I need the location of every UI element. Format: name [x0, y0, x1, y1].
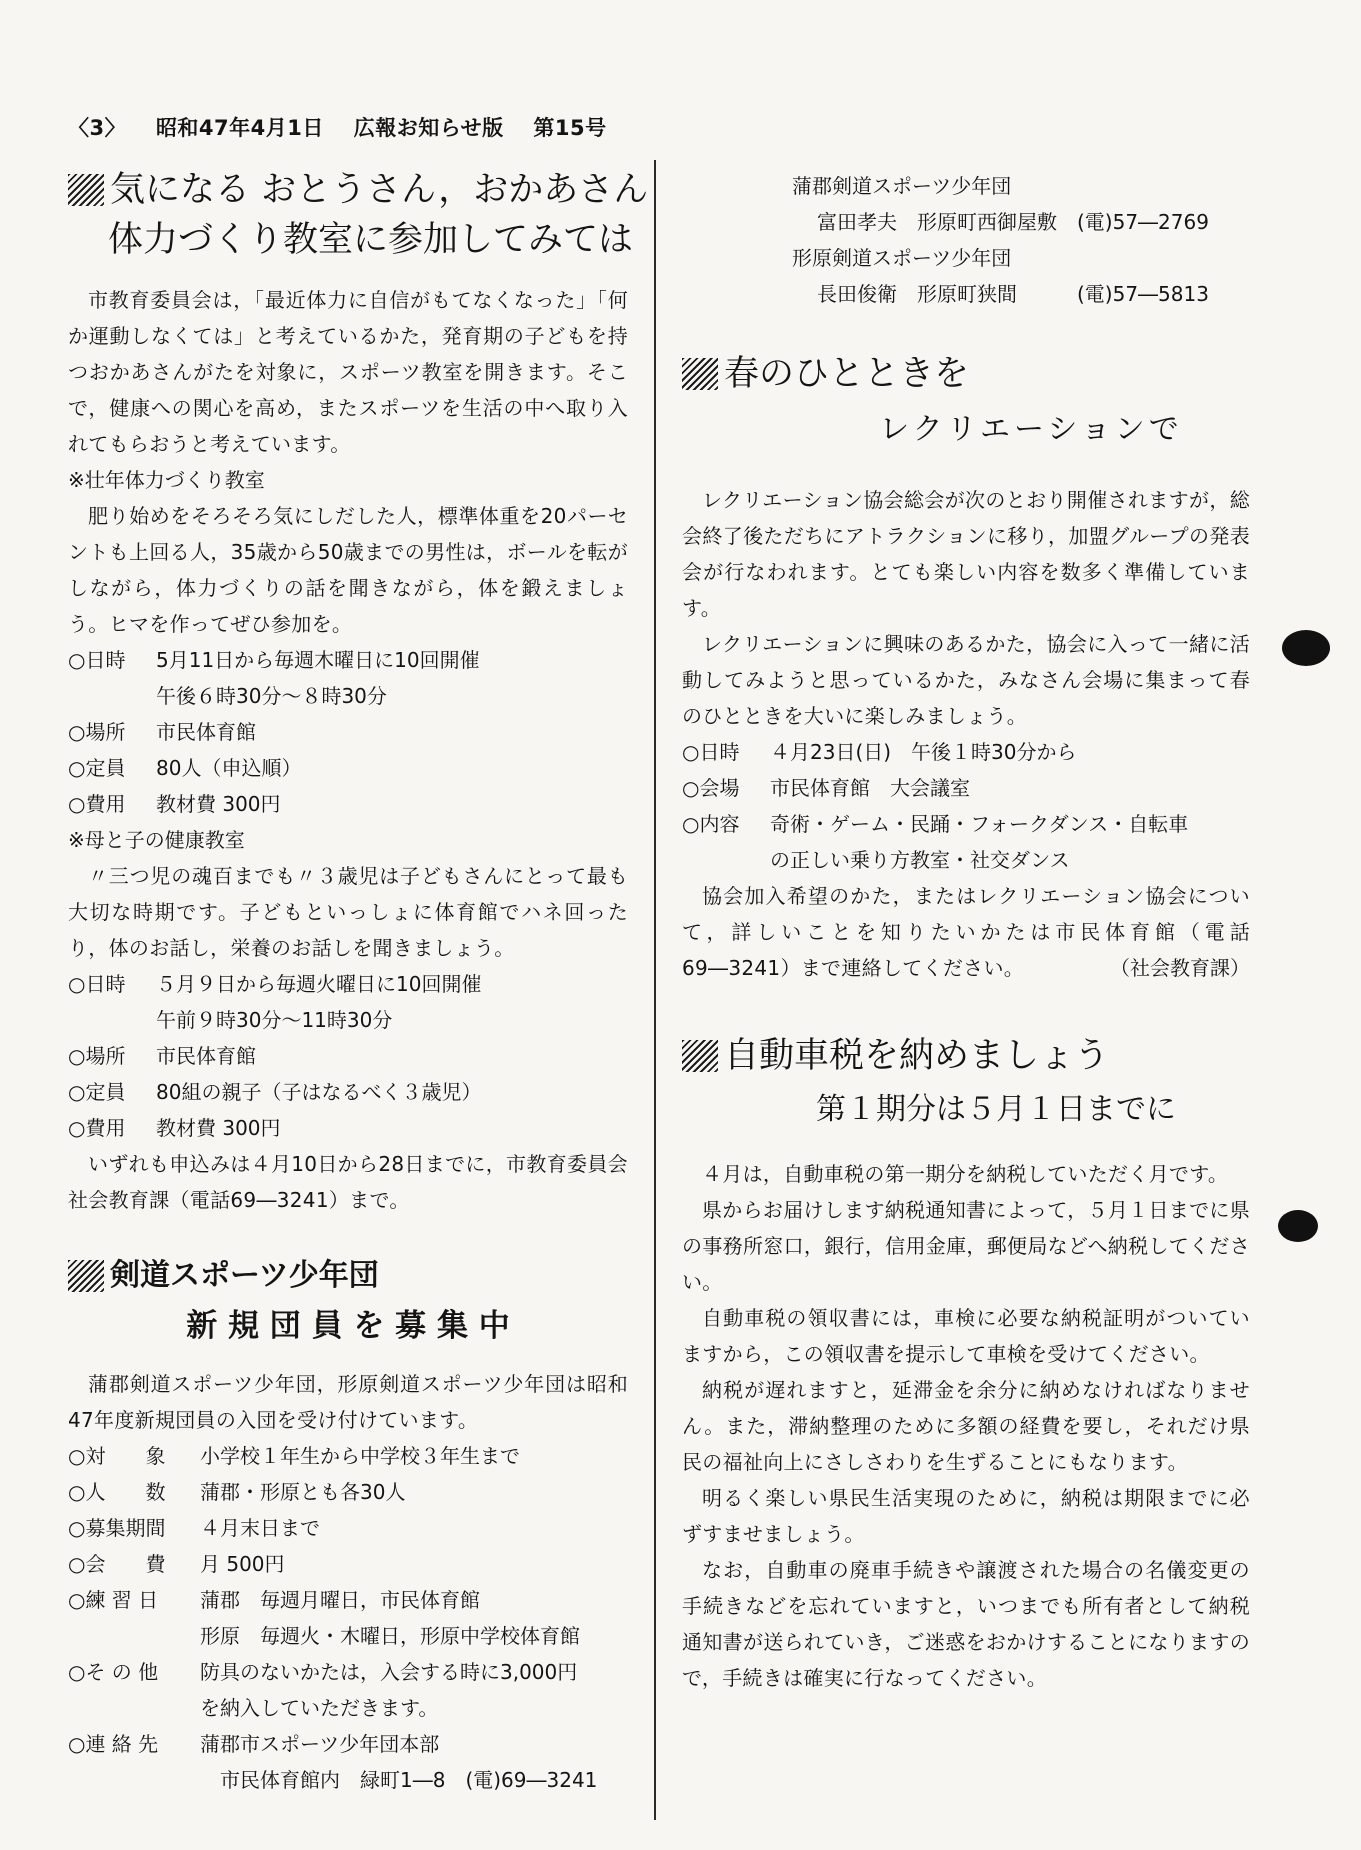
- info-row: ○日時 ４月23日(日) 午後１時30分から: [682, 740, 1077, 764]
- paragraph: ４月は，自動車税の第一期分を納税していただく月です。: [702, 1162, 1229, 1186]
- article-title: [682, 1034, 1250, 1078]
- ink-blot-mark: [1278, 1210, 1318, 1242]
- info-row: 形原 毎週火・木曜日，形原中学校体育館: [200, 1624, 580, 1648]
- publication-name: 広報お知らせ版: [353, 116, 504, 140]
- closing-paragraph: いずれも申込みは４月10日から28日までに，市教育委員会社会教育課（電話69―3241）まで。: [68, 1152, 628, 1212]
- info-row: ○対 象 小学校１年生から中学校３年生まで: [68, 1444, 520, 1468]
- section-paragraph: 〃三つ児の魂百までも〃３歳児は子どもさんにとって最も大切な時期です。子どもといっしょに体育館でハネ回ったり，体のお話し，栄養のお話しを聞きましょう。: [68, 864, 628, 960]
- hatch-marker-icon: [68, 1260, 104, 1292]
- kendo-contacts: [682, 168, 1250, 312]
- article-title: [68, 1254, 628, 1298]
- info-row: ○そ の 他 防具のないかたは，入会する時に3,000円: [68, 1660, 578, 1684]
- info-row: ○内容 奇術・ゲーム・民踊・フォークダンス・自転車: [682, 812, 1189, 836]
- intro-paragraph: 蒲郡剣道スポーツ少年団，形原剣道スポーツ少年団は昭和47年度新規団員の入団を受け付けています。: [68, 1372, 628, 1432]
- intro-paragraph: 市教育委員会は，「最近体力に自信がもてなくなった」「何か運動しなくては」と考えているかた，発育期の子どもを持つおかあさんがたを対象に，スポーツ教室を開きます。そこで，健康への関心を高め，またスポーツを生活の中へ取り入れてもらおうと考えています。: [68, 288, 628, 456]
- article-recreation-body: [682, 482, 1250, 986]
- paragraph: 自動車税の領収書には，車検に必要な納税証明がついていますから，この領収書を提示して車検を受けてください。: [682, 1306, 1250, 1366]
- info-row: 市民体育館内 緑町1―8 (電)69―3241: [220, 1768, 598, 1792]
- paragraph: 協会加入希望のかた，またはレクリエーション協会について，詳しいことを知りたいかたは市民体育館（電話69―3241）まで連絡してください。: [682, 884, 1250, 980]
- article-title: [68, 168, 649, 212]
- contact-line: 長田俊衛 形原町狭間 (電)57―5813: [817, 282, 1209, 306]
- info-row: ○人 数 蒲郡・形原とも各30人: [68, 1480, 406, 1504]
- info-row: ○費用 教材費 300円: [68, 1116, 281, 1140]
- article-fitness-body: [68, 282, 628, 1218]
- contact-line: 蒲郡剣道スポーツ少年団: [792, 174, 1012, 198]
- issue-number: 第15号: [533, 116, 607, 140]
- hatch-marker-icon: [682, 1040, 718, 1072]
- ink-blot-mark: [1282, 630, 1330, 666]
- title-line-1: 剣道スポーツ少年団: [110, 1258, 379, 1293]
- paragraph: なお，自動車の廃車手続きや譲渡された場合の名儀変更の手続きなどを忘れていますと，いつまでも所有者として納税通知書が送られていき，ご迷惑をおかけすることになりますので，手続きは確実に行なってください。: [682, 1558, 1250, 1690]
- paragraph: 県からお届けします納税通知書によって，５月１日までに県の事務所窓口，銀行，信用金庫，郵便局などへ納税してください。: [682, 1198, 1250, 1294]
- article-fitness: [68, 168, 649, 262]
- info-row: ○連 絡 先 蒲郡市スポーツ少年団本部: [68, 1732, 440, 1756]
- contact-line: 形原剣道スポーツ少年団: [792, 246, 1012, 270]
- article-kendo-body: [68, 1366, 628, 1798]
- info-row: ○定員 80組の親子（子はなるべく３歳児）: [68, 1080, 482, 1104]
- page-header: [68, 112, 629, 142]
- article-subtitle: 第１期分は５月１日までに: [816, 1092, 1176, 1127]
- hatch-marker-icon: [682, 358, 718, 390]
- department-credit: （社会教育課）: [1110, 956, 1250, 980]
- title-line-1: 気になる おとうさん，おかあさん: [110, 170, 649, 210]
- info-row: ○費用 教材費 300円: [68, 792, 281, 816]
- paragraph: 納税が遅れますと，延滞金を余分に納めなければなりません。また，滞納整理のために多額の経費を要し，それだけ県民の福祉向上にさしさわりを生ずることにもなります。: [682, 1378, 1250, 1474]
- article-title: [682, 352, 1250, 396]
- info-row: を納入していただきます。: [200, 1696, 439, 1720]
- info-row: の正しい乗り方教室・社交ダンス: [770, 848, 1070, 872]
- hatch-marker-icon: [68, 174, 104, 206]
- section-title: ※母と子の健康教室: [68, 828, 245, 852]
- section-title: ※壮年体力づくり教室: [68, 468, 265, 492]
- paragraph: レクリエーションに興味のあるかた，協会に入って一緒に活動してみようと思っているかた，みなさん会場に集まって春のひとときを大いに楽しみましょう。: [682, 632, 1250, 728]
- paragraph: 明るく楽しい県民生活実現のために，納税は期限までに必ずすませましょう。: [682, 1486, 1250, 1546]
- info-row: ○場所 市民体育館: [68, 720, 256, 744]
- title-line-1: 春のひとときを: [724, 354, 970, 394]
- info-row: ○日時 ５月９日から毎週火曜日に10回開催: [68, 972, 482, 996]
- info-row: ○募集期間 ４月末日まで: [68, 1516, 320, 1540]
- info-row: ○会 費 月 500円: [68, 1552, 285, 1576]
- title-line-1: 自動車税を納めましょう: [724, 1036, 1110, 1076]
- contact-line: 富田孝夫 形原町西御屋敷 (電)57―2769: [817, 210, 1209, 234]
- info-row: ○練 習 日 蒲郡 毎週月曜日，市民体育館: [68, 1588, 480, 1612]
- article-car-tax-body: [682, 1156, 1250, 1696]
- article-subtitle: 新 規 団 員 を 募 集 中: [186, 1308, 510, 1344]
- article-subtitle: 体力づくり教室に参加してみては: [108, 220, 634, 260]
- column-divider: [654, 160, 656, 1820]
- info-row: 午後６時30分～８時30分: [156, 684, 387, 708]
- article-kendo: [68, 1254, 628, 1348]
- article-recreation: [682, 352, 1250, 452]
- article-car-tax: [682, 1034, 1250, 1132]
- info-row: ○会場 市民体育館 大会議室: [682, 776, 970, 800]
- section-paragraph: 肥り始めをそろそろ気にしだした人，標準体重を20パーセントも上回る人，35歳から50歳までの男性は，ボールを転がしながら，体力づくりの話を聞きながら，体を鍛えましょう。ヒマを作ってぜひ参加を。: [68, 504, 628, 636]
- info-row: ○日時 5月11日から毎週木曜日に10回開催: [68, 648, 480, 672]
- paragraph: レクリエーション協会総会が次のとおり開催されますが，総会終了後ただちにアトラクションに移り，加盟グループの発表会が行なわれます。とても楽しい内容を数多く準備しています。: [682, 488, 1250, 620]
- info-row: 午前９時30分～11時30分: [156, 1008, 393, 1032]
- page-number: 〈3〉: [68, 116, 127, 140]
- info-row: ○定員 80人（申込順）: [68, 756, 302, 780]
- article-subtitle: レクリエーションで: [879, 412, 1183, 447]
- info-row: ○場所 市民体育館: [68, 1044, 256, 1068]
- issue-date: 昭和47年4月1日: [155, 116, 324, 140]
